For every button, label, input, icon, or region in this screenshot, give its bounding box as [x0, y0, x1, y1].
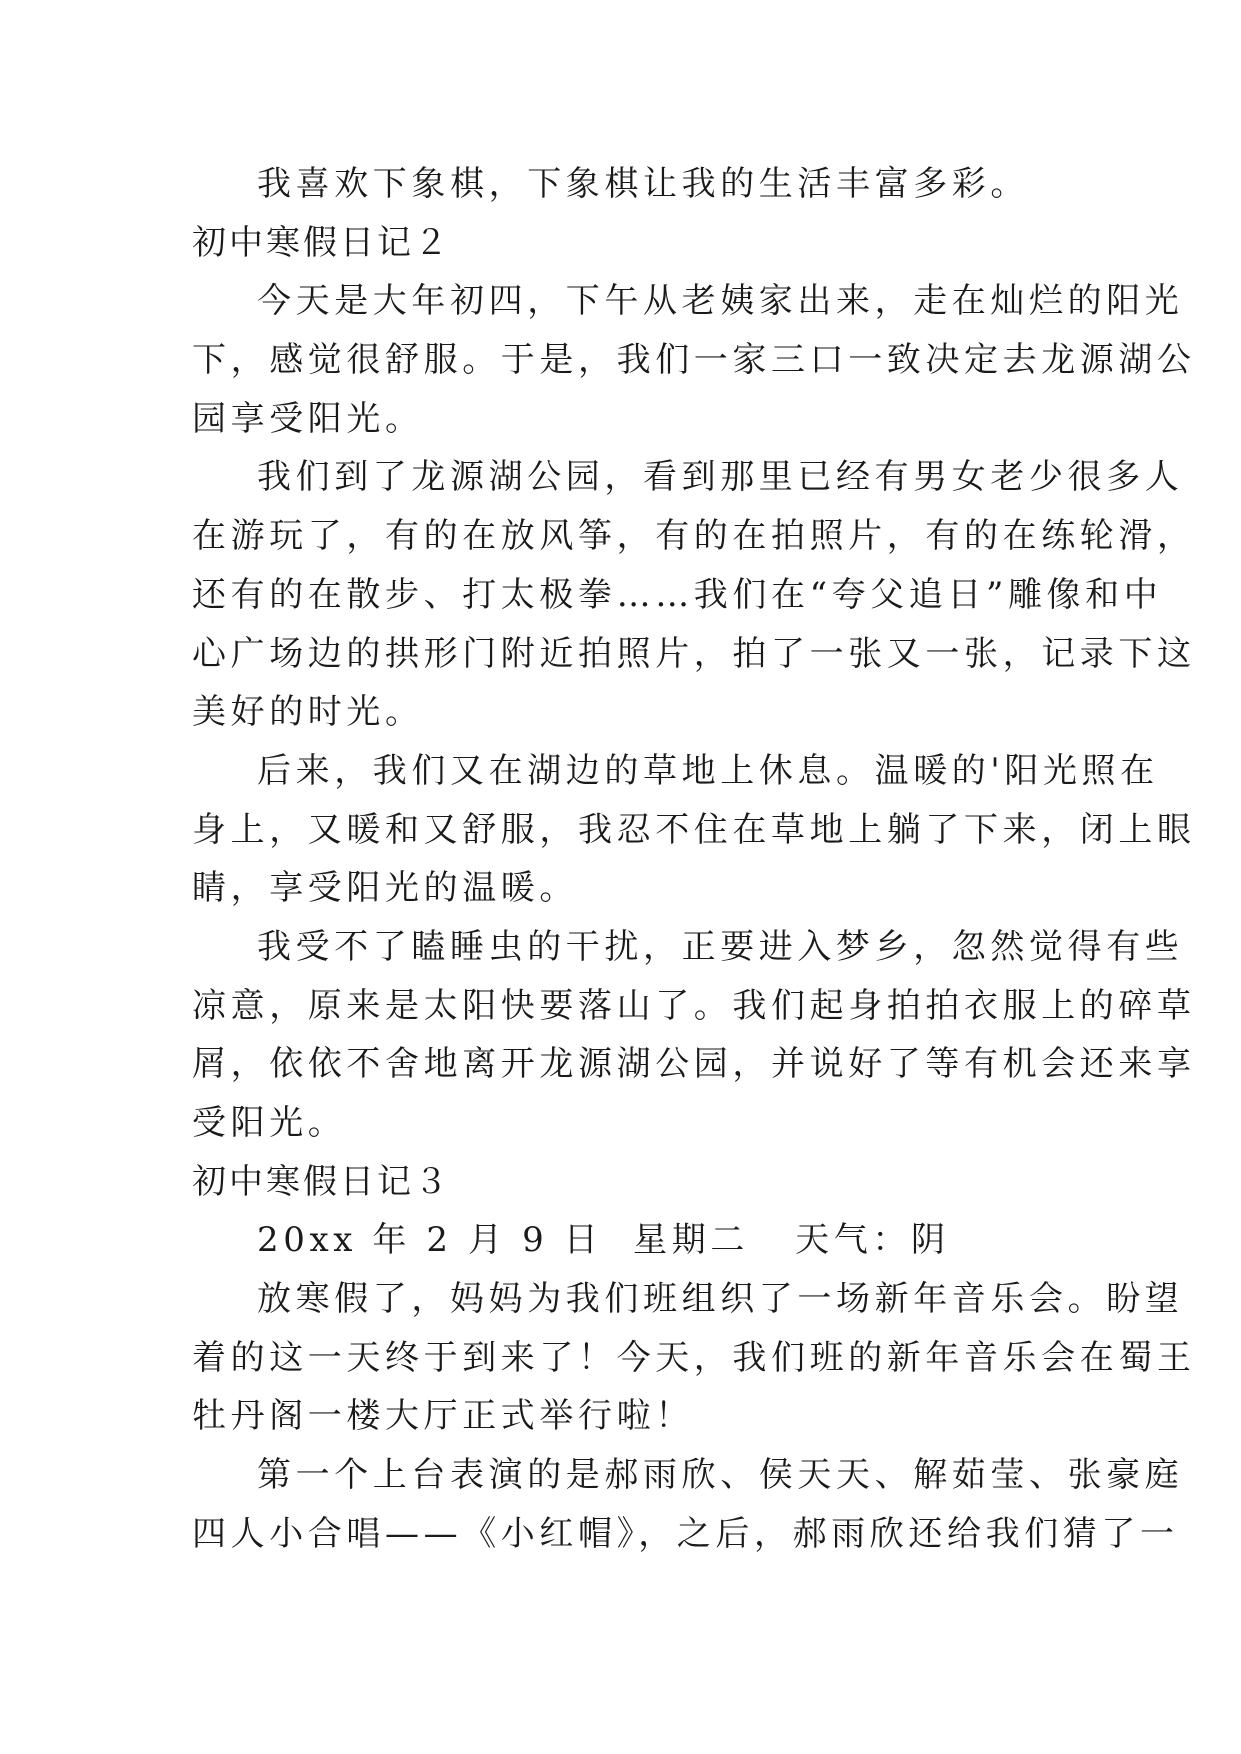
paragraph-line: 屑，依依不舍地离开龙源湖公园，并说好了等有机会还来享: [192, 1044, 1196, 1085]
paragraph-line: 还有的在散步、打太极拳……我们在“夸父追日”雕像和中: [192, 574, 1163, 615]
paragraph-line: 四人小合唱——《小红帽》，之后，郝雨欣还给我们猜了一: [192, 1513, 1179, 1554]
paragraph-line: 心广场边的拱形门附近拍照片，拍了一张又一张，记录下这: [192, 633, 1196, 674]
paragraph-line: 美好的时光。: [192, 692, 424, 733]
paragraph-line: 睛，享受阳光的温暖。: [192, 868, 578, 909]
paragraph-line: 我受不了瞌睡虫的干扰，正要进入梦乡，忽然觉得有些: [257, 926, 1184, 967]
date-weather-line: 20xx 年 2 月 9 日 星期二 天气：阴: [257, 1220, 950, 1261]
document-page: [192, 155, 1196, 1564]
paragraph-line: 我喜欢下象棋，下象棋让我的生活丰富多彩。: [257, 164, 1029, 204]
paragraph-line: 受阳光。: [192, 1103, 347, 1143]
section-heading: 初中寒假日记３: [192, 1161, 451, 1202]
section-heading: 初中寒假日记２: [192, 222, 451, 263]
paragraph-line: 在游玩了，有的在放风筝，有的在拍照片，有的在练轮滑，: [192, 516, 1196, 557]
paragraph-line: 牡丹阁一楼大厅正式举行啦！: [192, 1396, 694, 1437]
paragraph-line: 着的这一天终于到来了！今天，我们班的新年音乐会在蜀王: [192, 1337, 1196, 1378]
paragraph-line: 放寒假了，妈妈为我们班组织了一场新年音乐会。盼望: [257, 1279, 1184, 1320]
paragraph-line: 园享受阳光。: [192, 398, 424, 439]
paragraph-line: 第一个上台表演的是郝雨欣、侯天天、解茹莹、张豪庭: [257, 1455, 1184, 1496]
paragraph-line: 我们到了龙源湖公园，看到那里已经有男女老少很多人: [257, 457, 1184, 498]
paragraph-line: 身上，又暖和又舒服，我忍不住在草地上躺了下来，闭上眼: [192, 809, 1196, 850]
paragraph-line: 后来，我们又在湖边的草地上休息。温暖的'阳光照在: [257, 750, 1159, 791]
paragraph-line: 今天是大年初四，下午从老姨家出来，走在灿烂的阳光: [257, 281, 1184, 322]
paragraph-line: 下，感觉很舒服。于是，我们一家三口一致决定去龙源湖公: [192, 340, 1196, 381]
paragraph-line: 凉意，原来是太阳快要落山了。我们起身拍拍衣服上的碎草: [192, 985, 1196, 1026]
